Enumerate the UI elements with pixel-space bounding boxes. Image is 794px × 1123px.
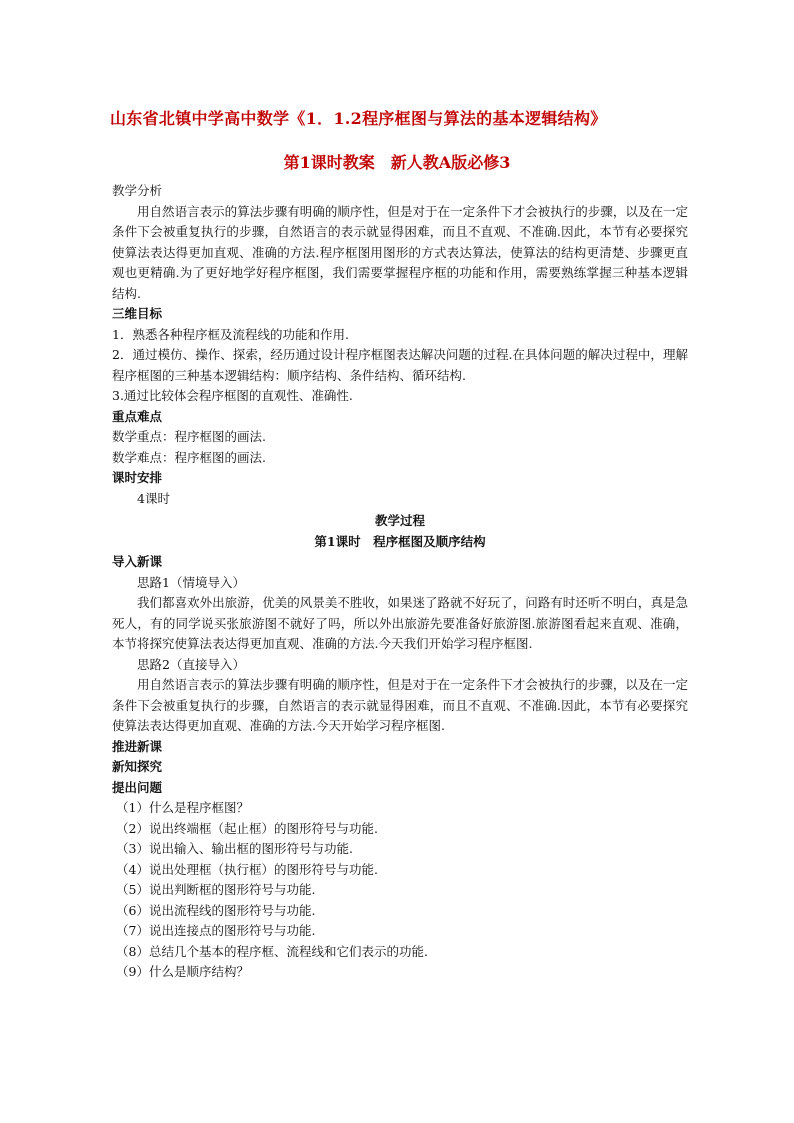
goal-item: 1．熟悉各种程序框及流程线的功能和作用. — [112, 326, 349, 342]
process-heading: 教学过程 — [374, 513, 425, 528]
goal-item: 3.通过比较体会程序框图的直观性、准确性. — [112, 388, 353, 403]
analysis-paragraph: 用自然语言表示的算法步骤有明确的顺序性，但是对于在一定条件下才会被执行的步骤，以及在一定条件下会被重复执行的步骤，自然语言的表示就显得困难，而且不直观、不准确.因此，本节有必要探究使算法表达得更加直观、准确的方法.程序框图用图形的方式表达算法，使算法的结构更清楚、步骤更直观也更精确.为了更好地学好程序框图，我们需要掌握程序框的功能和作用，需要熟练掌握三种基本逻辑结构. — [112, 203, 688, 301]
lesson-heading: 第1课时 程序框图及顺序结构 — [314, 533, 486, 549]
question-item: （7）说出连接点的图形符号与功能. — [116, 923, 316, 938]
question-list — [112, 798, 688, 983]
advance-heading: 推进新课 — [112, 738, 163, 754]
questions-heading: 提出问题 — [112, 779, 163, 795]
document-subtitle: 第1课时教案 新人教A版必修3 — [283, 153, 511, 172]
analysis-heading: 教学分析 — [112, 183, 163, 198]
idea1-label: 思路1（情境导入） — [137, 574, 245, 590]
idea1-paragraph: 我们都喜欢外出旅游，优美的风景美不胜收，如果迷了路就不好玩了，问路有时还听不明白，真是急死人，有的同学说买张旅游图不就好了吗，所以外出旅游先要准备好旅游图.旅游图看起来直观、准确，本节将探究使算法表达得更加直观、准确的方法.今天我们开始学习程序框图. — [112, 595, 688, 651]
question-item: （5）说出判断框的图形符号与功能. — [116, 882, 316, 897]
key-heading: 重点难点 — [112, 408, 163, 424]
idea2-paragraph: 用自然语言表示的算法步骤有明确的顺序性，但是对于在一定条件下才会被执行的步骤，以及在一定条件下会被重复执行的步骤，自然语言的表示就显得困难，而且不直观、不准确.因此，本节有必要探究使算法表达得更加直观、准确的方法.今天开始学习程序框图. — [112, 677, 688, 733]
key-focus: 数学重点：程序框图的画法. — [112, 429, 266, 444]
question-item: （8）总结几个基本的程序框、流程线和它们表示的功能. — [116, 943, 428, 959]
question-item: （6）说出流程线的图形符号与功能. — [116, 902, 316, 918]
goal-item: 2．通过模仿、操作、探索，经历通过设计程序框图表达解决问题的过程.在具体问题的解决过程中，理解程序框图的三种基本逻辑结构：顺序结构、条件结构、循环结构. — [112, 347, 688, 383]
document-title: 山东省北镇中学高中数学《1．1.2程序框图与算法的基本逻辑结构》 — [110, 109, 607, 128]
document-body — [112, 181, 688, 983]
intro-heading: 导入新课 — [112, 554, 163, 569]
key-difficulty: 数学难点：程序框图的画法. — [112, 449, 266, 465]
schedule-heading: 课时安排 — [112, 470, 163, 485]
goals-heading: 三维目标 — [112, 306, 163, 321]
question-item: （3）说出输入、输出框的图形符号与功能. — [116, 841, 353, 856]
explore-heading: 新知探究 — [112, 759, 163, 774]
question-item: （1）什么是程序框图？ — [116, 800, 249, 815]
question-item: （9）什么是顺序结构？ — [116, 964, 249, 979]
idea2-label: 思路2（直接导入） — [137, 656, 245, 672]
question-item: （4）说出处理框（执行框）的图形符号与功能. — [116, 861, 378, 877]
question-item: （2）说出终端框（起止框）的图形符号与功能. — [116, 820, 378, 836]
schedule-text: 4课时 — [137, 490, 170, 506]
